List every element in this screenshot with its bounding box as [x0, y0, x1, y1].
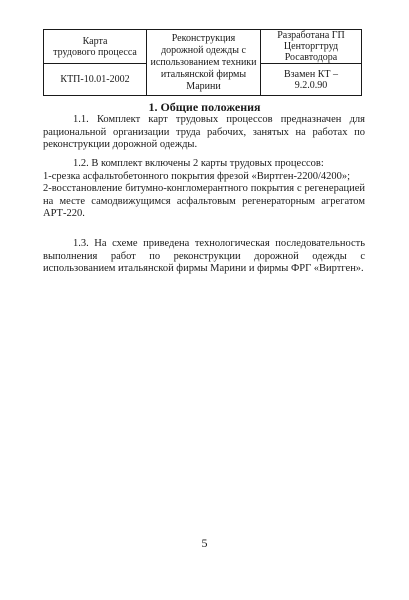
section-heading: 1. Общие положения [148, 100, 261, 114]
list-item-2: 2-восстановление битумно-конгломерантного покрытия с регенерацией на месте самодвижущимся асфальтовым регенераторным агрегатом АРТ-220. [43, 183, 365, 219]
header-table [43, 29, 362, 96]
paragraph-1-2 [43, 158, 365, 221]
paragraph-1-2-intro: 1.2. В комплект включены 2 карты трудовых процессов: [73, 158, 324, 169]
paragraph-1-3: 1.3. На схеме приведена технологическая последовательность выполнения работ по реконструкции дорожной одежды с использованием итальянской фирмы Марини и фирмы ФРГ «Виртген». [43, 238, 365, 274]
page-number: 5 [201, 536, 208, 550]
card-code-cell: КТП-10.01-2002 [44, 64, 147, 95]
list-item-1: 1-срезка асфальтобетонного покрытия фрезой «Виртген-2200/4200»; [43, 170, 351, 182]
card-label-cell: Карта трудового процесса [44, 30, 147, 64]
work-title-cell: Реконструкция дорожной одежды с использованием техники итальянской фирмы Марини [147, 30, 261, 95]
replaces-cell: Взамен КТ – 9.2.0.90 [284, 68, 338, 91]
paragraph-1-1: 1.1. Комплект карт трудовых процессов предназначен для рациональной организации труда рабочих, занятых на работах по реконструкции дорожной одежды. [43, 114, 365, 150]
developer-cell: Разработана ГП Центоргтруд Росавтодора [261, 30, 361, 64]
